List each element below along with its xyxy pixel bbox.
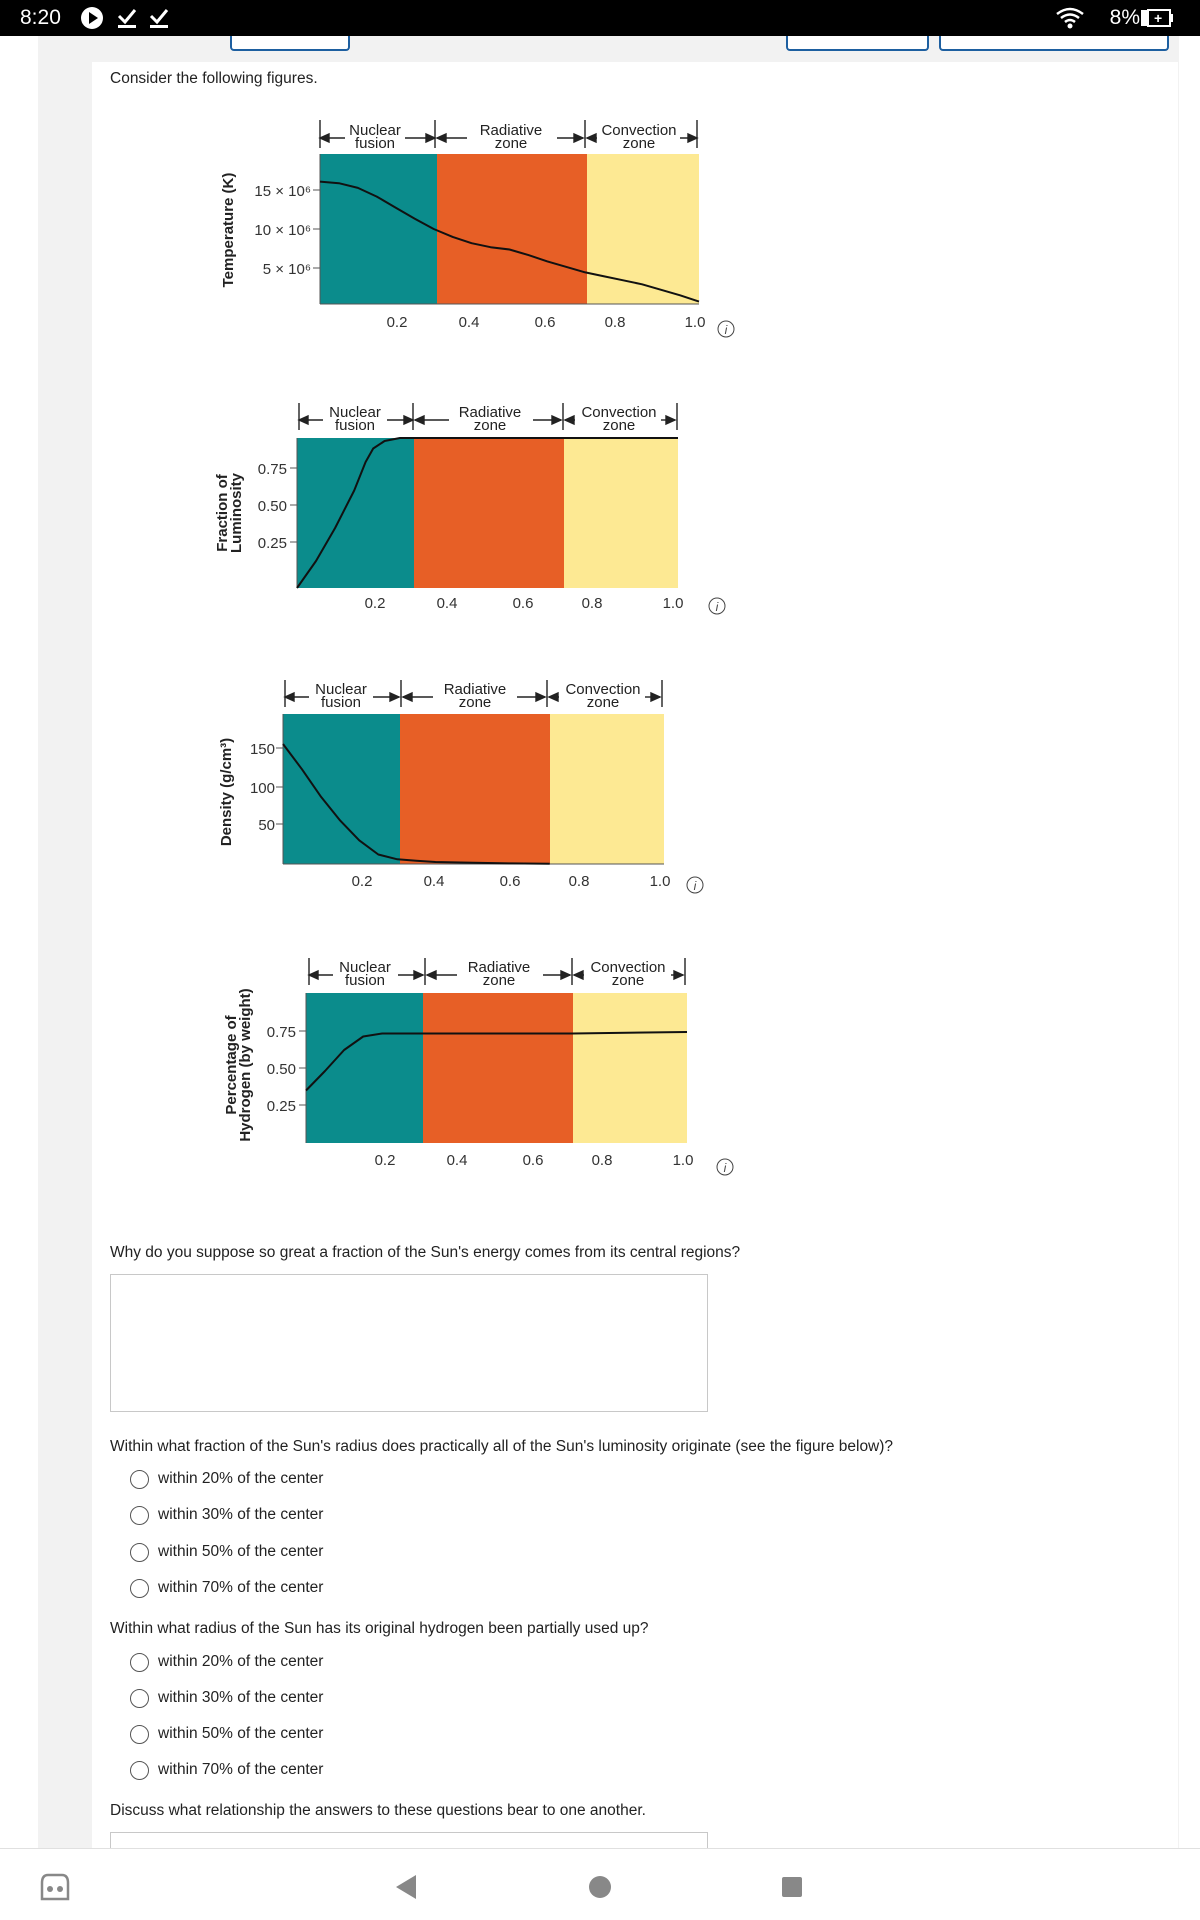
nuclear-zone-band (283, 714, 400, 864)
option-label: within 20% of the center (158, 1653, 324, 1670)
density-x-ticks (352, 873, 671, 890)
q3-option-30[interactable] (130, 1686, 323, 1710)
svg-text:Fraction of: Fraction of (214, 474, 231, 552)
svg-text:Luminosity: Luminosity (228, 472, 245, 554)
y-tick: 0.50 (257, 498, 287, 515)
top-tab-middle[interactable] (786, 36, 929, 51)
radiative-zone-band (423, 993, 573, 1143)
svg-text:i: i (715, 600, 719, 614)
y-tick: 0.25 (257, 535, 287, 552)
x-tick: 0.2 (386, 314, 408, 331)
y-tick: 0.75 (257, 461, 287, 478)
convection-zone-band (587, 154, 699, 304)
nuclear-zone-band (306, 993, 423, 1143)
nuclear-label-2: fusion (354, 135, 396, 152)
option-label: within 50% of the center (158, 1725, 324, 1742)
convection-label-1: Convection (565, 681, 641, 698)
nuclear-label-2: fusion (320, 694, 362, 711)
temperature-y-ticks (254, 183, 320, 278)
svg-text:+: + (1154, 10, 1163, 26)
convection-zone-band (573, 993, 687, 1143)
hydrogen-x-ticks (375, 1152, 694, 1169)
q4-text: Discuss what relationship the answers to these questions bear to one another. (110, 1802, 646, 1819)
radiative-label-2: zone (494, 135, 528, 152)
x-tick: 0.8 (581, 595, 603, 612)
temperature-ylabel: Temperature (K) (220, 172, 237, 288)
zone-header (285, 680, 662, 711)
y-tick: 100 (249, 780, 275, 797)
density-y-ticks (250, 741, 283, 834)
radiative-label-2: zone (482, 972, 516, 989)
x-tick: 1.0 (684, 314, 706, 331)
q3-option-50[interactable] (130, 1722, 323, 1746)
x-tick: 0.4 (446, 1152, 468, 1169)
option-label: within 30% of the center (158, 1689, 324, 1706)
option-label: within 70% of the center (158, 1761, 324, 1778)
home-icon[interactable] (588, 1875, 612, 1899)
q2-option-70[interactable] (130, 1576, 323, 1600)
radio-circle-icon[interactable] (130, 1761, 149, 1780)
svg-text:i: i (693, 879, 697, 893)
nuclear-zone-band (320, 154, 437, 304)
x-tick: 0.8 (591, 1152, 613, 1169)
nuclear-label-2: fusion (334, 417, 376, 434)
info-icon[interactable] (717, 1159, 733, 1175)
y-tick: 0.50 (266, 1061, 296, 1078)
radio-circle-icon[interactable] (130, 1543, 149, 1562)
luminosity-x-ticks (365, 595, 684, 612)
convection-label-2: zone (622, 135, 656, 152)
intro-text: Consider the following figures. (110, 70, 318, 87)
radiative-label-2: zone (473, 417, 507, 434)
option-label: within 20% of the center (158, 1470, 324, 1487)
status-bar (0, 0, 1200, 36)
option-label: within 70% of the center (158, 1579, 324, 1596)
x-tick: 0.4 (436, 595, 458, 612)
svg-text:i: i (724, 323, 728, 337)
hydrogen-ylabel (223, 988, 254, 1141)
y-tick: 5 × 10⁶ (262, 261, 311, 278)
radiative-label-1: Radiative (458, 404, 522, 421)
q2-text: Within what fraction of the Sun's radius does practically all of the Sun's luminosity originate (see the figure below)? (110, 1438, 894, 1455)
luminosity-figure (205, 393, 745, 623)
wifi-icon (1055, 6, 1085, 30)
q2-option-30[interactable] (130, 1503, 323, 1527)
nuclear-label-1: Nuclear (329, 404, 381, 421)
option-label: within 50% of the center (158, 1543, 324, 1560)
q3-option-70[interactable] (130, 1758, 323, 1782)
download-check-icon (116, 6, 138, 30)
option-label: within 30% of the center (158, 1506, 324, 1523)
x-tick: 0.6 (522, 1152, 544, 1169)
temperature-x-ticks (387, 314, 706, 331)
info-icon[interactable] (709, 598, 725, 614)
status-time: 8:20 (20, 6, 61, 29)
y-tick: 50 (258, 817, 275, 834)
y-tick: 150 (249, 741, 275, 758)
x-tick: 0.2 (351, 873, 373, 890)
battery-level: 8% (1109, 6, 1140, 29)
temperature-figure (205, 108, 745, 348)
x-tick: 0.2 (374, 1152, 396, 1169)
zone-header (299, 403, 677, 434)
density-figure (205, 670, 745, 900)
nuclear-label-2: fusion (344, 972, 386, 989)
radiative-zone-band (437, 154, 587, 304)
x-tick: 1.0 (662, 595, 684, 612)
radio-circle-icon[interactable] (130, 1653, 149, 1672)
convection-zone-band (550, 714, 664, 864)
x-tick: 0.6 (499, 873, 521, 890)
y-tick: 0.75 (266, 1024, 296, 1041)
hydrogen-y-ticks (267, 1024, 306, 1115)
top-tab-left[interactable] (230, 36, 350, 51)
svg-text:Hydrogen (by weight): Hydrogen (by weight) (237, 988, 254, 1142)
svg-text:Percentage of: Percentage of (223, 1015, 240, 1115)
x-tick: 0.2 (364, 595, 386, 612)
convection-zone-band (564, 438, 678, 588)
convection-label-2: zone (602, 417, 636, 434)
x-tick: 0.4 (458, 314, 480, 331)
hydrogen-figure (205, 950, 745, 1180)
x-tick: 1.0 (649, 873, 671, 890)
info-icon[interactable] (687, 877, 703, 893)
convection-label-2: zone (586, 694, 620, 711)
y-tick: 10 × 10⁶ (254, 222, 311, 239)
x-tick: 0.4 (423, 873, 445, 890)
y-tick: 0.25 (266, 1098, 296, 1115)
x-tick: 0.6 (534, 314, 556, 331)
q1-answer-textarea[interactable] (110, 1274, 708, 1412)
nuclear-label-1: Nuclear (349, 122, 401, 139)
convection-label-2: zone (611, 972, 645, 989)
y-tick: 15 × 10⁶ (254, 183, 311, 200)
back-icon[interactable] (394, 1873, 420, 1901)
zone-header (309, 958, 685, 989)
q3-option-20[interactable] (130, 1650, 323, 1674)
navigation-bar (0, 1848, 1200, 1920)
q2-option-50[interactable] (130, 1540, 323, 1564)
x-tick: 1.0 (672, 1152, 694, 1169)
luminosity-y-ticks (258, 461, 297, 552)
convection-label-1: Convection (601, 122, 677, 139)
battery-charging-icon (1140, 9, 1174, 27)
luminosity-ylabel (214, 472, 245, 553)
radio-circle-icon[interactable] (130, 1725, 149, 1744)
convection-label-1: Convection (581, 404, 657, 421)
density-ylabel: Density (g/cm³) (218, 737, 235, 847)
download-check-icon (148, 6, 170, 30)
radiative-label-1: Radiative (443, 681, 507, 698)
q2-option-20[interactable] (130, 1467, 323, 1491)
q1-text: Why do you suppose so great a fraction of the Sun's energy comes from its central regions? (110, 1244, 741, 1261)
nuclear-label-1: Nuclear (339, 959, 391, 976)
x-tick: 0.8 (568, 873, 590, 890)
top-tab-right[interactable] (939, 36, 1169, 51)
radiative-zone-band (400, 714, 550, 864)
nuclear-zone-band (297, 438, 414, 588)
recents-icon[interactable] (780, 1875, 804, 1899)
radiative-label-1: Radiative (479, 122, 543, 139)
radio-circle-icon[interactable] (130, 1506, 149, 1525)
svg-text:i: i (723, 1161, 727, 1175)
radio-circle-icon[interactable] (130, 1470, 149, 1489)
info-icon[interactable] (718, 321, 734, 337)
radio-circle-icon[interactable] (130, 1579, 149, 1598)
radiative-label-2: zone (458, 694, 492, 711)
play-icon (80, 6, 104, 30)
zone-header (320, 120, 697, 152)
radiative-zone-band (414, 438, 564, 588)
x-tick: 0.6 (512, 595, 534, 612)
radiative-label-1: Radiative (467, 959, 531, 976)
q3-text: Within what radius of the Sun has its original hydrogen been partially used up? (110, 1620, 649, 1637)
q4-answer-textarea[interactable] (110, 1832, 708, 1848)
accessibility-icon[interactable] (38, 1869, 72, 1903)
x-tick: 0.8 (604, 314, 626, 331)
convection-label-1: Convection (590, 959, 666, 976)
radio-circle-icon[interactable] (130, 1689, 149, 1708)
nuclear-label-1: Nuclear (315, 681, 367, 698)
